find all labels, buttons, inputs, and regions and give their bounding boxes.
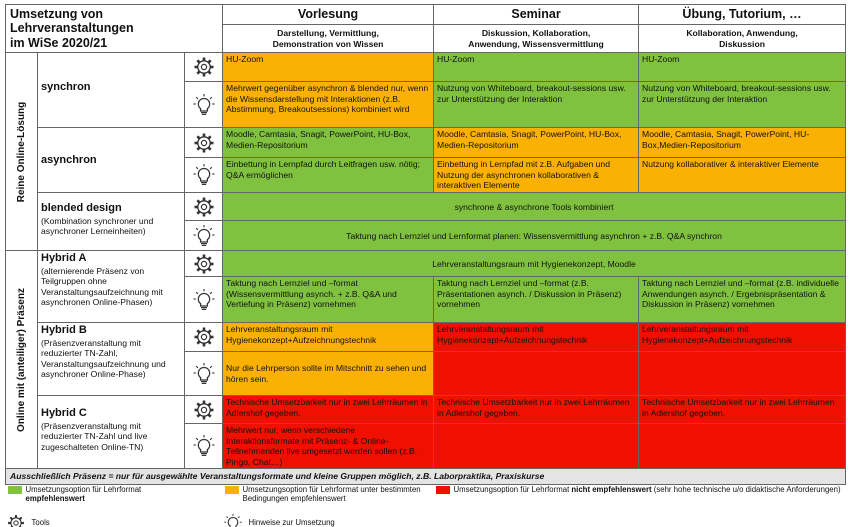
page-title: Umsetzung von Lehrveranstaltungen im WiSe 2020/21 — [6, 5, 223, 53]
group-label-online: Reine Online-Lösung — [6, 53, 38, 251]
gear-icon — [6, 513, 26, 527]
lightbulb-icon — [223, 513, 243, 527]
cell-hybrid-b-hint-seminar — [434, 352, 639, 396]
gear-icon — [185, 128, 223, 158]
cell-synchron-tools-uebung: HU-Zoom — [639, 53, 846, 82]
legend-red: Umsetzungsoption für Lehrformat nicht empfehlenswert (sehr hohe technische u/o didaktische Anforderungen) — [434, 484, 846, 512]
cell-hybrid-c-hint-vorlesung: Mehrwert nur, wenn verschiedene Interaktionsformate mit Präsenz- & Online-Teilnehmenden live umgesetzt werden sollen (z.B. Pingo, Chat…) — [223, 424, 434, 469]
lightbulb-icon — [185, 424, 223, 469]
cell-synchron-hint-seminar: Nutzung von Whiteboard, breakout-sessions usw. zur Unterstützung der Interaktion — [434, 82, 639, 128]
cell-asynchron-tools-seminar: Moodle, Camtasia, Snagit, PowerPoint, HU-Box, Medien-Repositorium — [434, 128, 639, 158]
column-subheader-vorlesung: Darstellung, Vermittlung, Demonstration von Wissen — [223, 25, 434, 53]
cell-hybrid-c-tools-vorlesung: Technische Umsetzbarkeit nur in zwei Lehrräumen in Adlershof gegeben. — [223, 396, 434, 424]
lightbulb-icon — [185, 221, 223, 251]
gear-icon — [185, 396, 223, 424]
cell-asynchron-tools-uebung: Moodle, Camtasia, Snagit, PowerPoint, HU-Box,Medien-Repositorium — [639, 128, 846, 158]
legend-tools: Tools — [6, 512, 223, 527]
column-subheader-uebung: Kollaboration, Anwendung, Diskussion — [639, 25, 846, 53]
cell-asynchron-hint-vorlesung: Einbettung in Lernpfad durch Leitfragen usw. nötig; Q&A ermöglichen — [223, 158, 434, 193]
cell-synchron-hint-uebung: Nutzung von Whiteboard, breakout-sessions usw. zur Unterstützung der Interaktion — [639, 82, 846, 128]
row-title-asynchron: asynchron — [38, 128, 185, 193]
column-subheader-seminar: Diskussion, Kollaboration, Anwendung, Wissensvermittlung — [434, 25, 639, 53]
lightbulb-icon — [185, 277, 223, 323]
footer-note: Ausschließlich Präsenz = nur für ausgewählte Veranstaltungsformate und kleine Gruppen möglich, z.B. Laborpraktika, Praxiskurse — [6, 469, 846, 484]
legend-hints: Hinweise zur Umsetzung — [223, 512, 846, 527]
group-label-hybrid: Online mit (anteiliger) Präsenz — [6, 251, 38, 469]
cell-hybrid-a-hint-seminar: Taktung nach Lernziel und –format (z.B. Präsentationen asynch. / Diskussion in Präsenz) vornehmen — [434, 277, 639, 323]
row-title-hybrid-a: Hybrid A (alternierende Präsenz von Teilgruppen ohne Veranstaltungsaufzeichnung mit asynchronen Online-Phasen) — [38, 251, 185, 323]
row-title-hybrid-c: Hybrid C (Präsenzveranstaltung mit reduzierter TN-Zahl und live zugeschalteten Online-TN) — [38, 396, 185, 469]
cell-asynchron-hint-uebung: Nutzung kollaborativer & interaktiver Elemente — [639, 158, 846, 193]
cell-hybrid-c-hint-seminar — [434, 424, 639, 469]
cell-hybrid-b-hint-vorlesung: Nur die Lehrperson sollte im Mitschnitt zu sehen und hören sein. — [223, 352, 434, 396]
cell-hybrid-b-tools-uebung: Lehrveranstaltungsraum mit Hygienekonzept+Aufzeichnungstechnik — [639, 323, 846, 352]
row-title-synchron: synchron — [38, 53, 185, 128]
gear-icon — [185, 193, 223, 221]
cell-hybrid-a-tools: Lehrveranstaltungsraum mit Hygienekonzept, Moodle — [223, 251, 846, 277]
cell-blended-hint: Taktung nach Lernziel und Lernformat planen: Wissensvermittlung asynchron + z.B. Q&A synchron — [223, 221, 846, 251]
cell-hybrid-c-hint-uebung — [639, 424, 846, 469]
cell-synchron-tools-seminar: HU-Zoom — [434, 53, 639, 82]
column-header-uebung: Übung, Tutorium, … — [639, 5, 846, 25]
lightbulb-icon — [185, 158, 223, 193]
cell-asynchron-tools-vorlesung: Moodle, Camtasia, Snagit, PowerPoint, HU-Box, Medien-Repositorium — [223, 128, 434, 158]
legend-swatch-red — [436, 486, 450, 494]
legend-swatch-yellow — [225, 486, 239, 494]
cell-hybrid-b-tools-vorlesung: Lehrveranstaltungsraum mit Hygienekonzept+Aufzeichnungstechnik — [223, 323, 434, 352]
cell-hybrid-c-tools-seminar: Technische Umsetzbarkeit nur in zwei Lehrräumen in Adlershof gegeben. — [434, 396, 639, 424]
cell-blended-tools: synchrone & asynchrone Tools kombiniert — [223, 193, 846, 221]
cell-synchron-tools-vorlesung: HU-Zoom — [223, 53, 434, 82]
gear-icon — [185, 251, 223, 277]
cell-hybrid-b-tools-seminar: Lehrveranstaltungsraum mit Hygienekonzept+Aufzeichnungstechnik — [434, 323, 639, 352]
row-title-blended: blended design (Kombination synchroner und asynchroner Lerneinheiten) — [38, 193, 185, 251]
legend-swatch-green — [8, 486, 22, 494]
lightbulb-icon — [185, 82, 223, 128]
lightbulb-icon — [185, 352, 223, 396]
column-header-seminar: Seminar — [434, 5, 639, 25]
cell-hybrid-a-hint-vorlesung: Taktung nach Lernziel und –format (Wissensvermittlung asynch. + z.B. Q&A und Vertiefung in Präsenz) vornehmen — [223, 277, 434, 323]
cell-asynchron-hint-seminar: Einbettung in Lernpfad mit z.B. Aufgaben und Nutzung der asynchronen kollaborativen & interaktiven Elemente — [434, 158, 639, 193]
column-header-vorlesung: Vorlesung — [223, 5, 434, 25]
gear-icon — [185, 323, 223, 352]
cell-hybrid-c-tools-uebung: Technische Umsetzbarkeit nur in zwei Lehrräumen in Adlershof gegeben. — [639, 396, 846, 424]
row-title-hybrid-b: Hybrid B (Präsenzveranstaltung mit reduzierter TN-Zahl, Veranstaltungsaufzeichnung und asynchroner Online-Phase) — [38, 323, 185, 396]
legend-yellow: Umsetzungsoption für Lehrformat unter bestimmten Bedingungen empfehlenswert — [223, 484, 434, 512]
cell-hybrid-b-hint-uebung — [639, 352, 846, 396]
gear-icon — [185, 53, 223, 82]
legend-green: Umsetzungsoption für Lehrformat empfehlenswert — [6, 484, 223, 512]
cell-hybrid-a-hint-uebung: Taktung nach Lernziel und –format (z.B. individuelle Anwendungen asynch. / Ergebnispräsentation & Diskussion in Präsenz) vornehmen — [639, 277, 846, 323]
cell-synchron-hint-vorlesung: Mehrwert gegenüber asynchron & blended nur, wenn die Wissensdarstellung mit Interaktionen (z.B. Abstimmung, Breakoutsessions) kombiniert wird — [223, 82, 434, 128]
lehrveranstaltungen-table — [5, 4, 846, 527]
